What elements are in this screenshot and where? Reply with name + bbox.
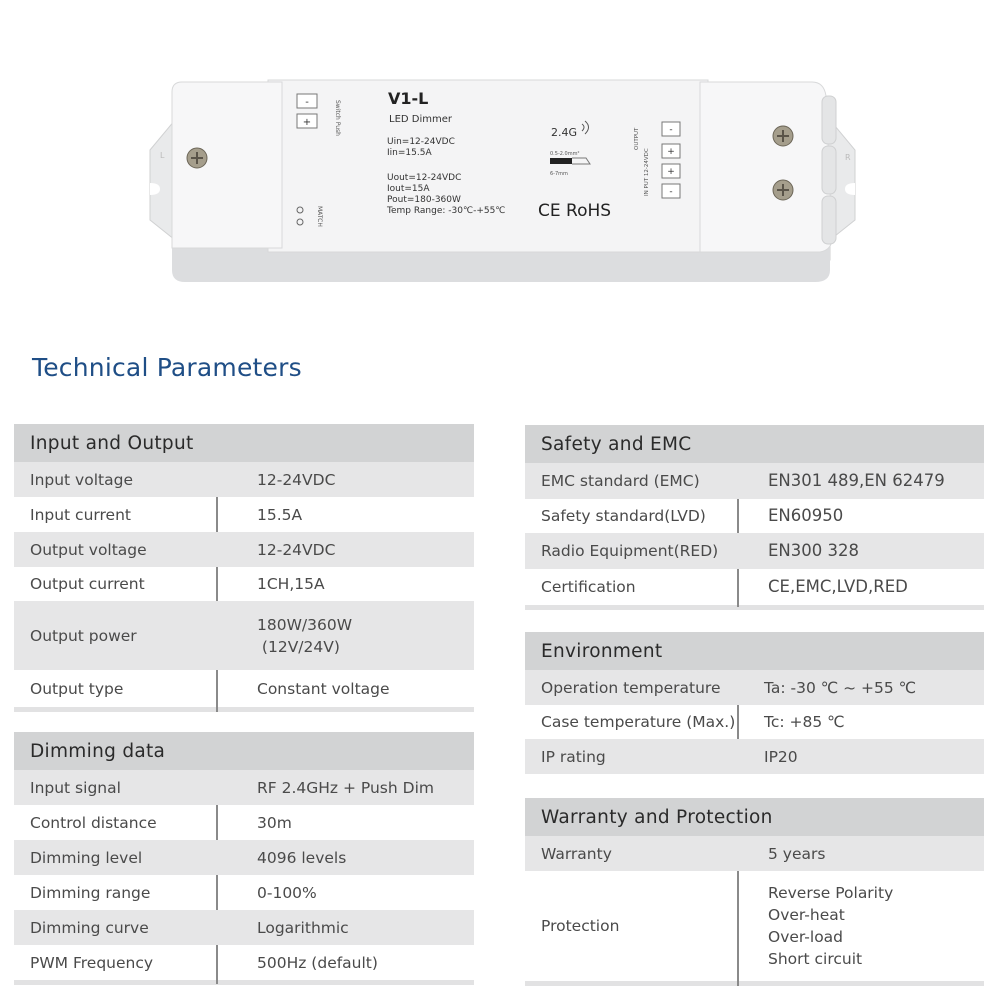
svg-text:R: R	[845, 153, 851, 162]
table-row	[525, 463, 984, 499]
svg-text:CE RoHS: CE RoHS	[538, 201, 612, 221]
param-value: 15.5A	[257, 505, 303, 524]
param-value: 30m	[257, 813, 292, 832]
section-header: Input and Output	[14, 424, 474, 462]
param-value: EN300 328	[768, 541, 859, 560]
svg-text:Uout=12-24VDC: Uout=12-24VDC	[387, 173, 462, 183]
param-label: Output voltage	[30, 540, 147, 559]
screw-icon	[187, 148, 207, 168]
param-label: EMC standard (EMC)	[541, 472, 700, 490]
table-row	[525, 705, 984, 739]
svg-text:MATCH: MATCH	[316, 206, 323, 227]
svg-text:+: +	[667, 147, 675, 157]
table-row	[525, 670, 984, 705]
table-row	[525, 533, 984, 569]
param-label: Output current	[30, 575, 145, 593]
table-row	[14, 805, 474, 840]
table-row	[14, 910, 474, 945]
param-label: Dimming curve	[30, 918, 149, 937]
param-label: Certification	[541, 578, 636, 596]
table-warranty-protection	[525, 798, 984, 986]
table-row	[14, 532, 474, 567]
svg-text:-: -	[669, 125, 673, 135]
table-row	[525, 836, 984, 871]
svg-text:LED Dimmer: LED Dimmer	[389, 114, 452, 125]
svg-text:0.5-2.0mm²: 0.5-2.0mm²	[550, 151, 580, 157]
svg-text:Pout=180-360W: Pout=180-360W	[387, 195, 461, 205]
param-label: Input current	[30, 505, 131, 524]
table-row	[525, 569, 984, 605]
param-value: CE,EMC,LVD,RED	[768, 577, 908, 596]
param-value: 0-100%	[257, 883, 317, 902]
table-row	[14, 497, 474, 532]
param-value: EN60950	[768, 506, 844, 525]
table-environment	[525, 632, 984, 774]
table-row	[14, 567, 474, 601]
svg-text:6-7mm: 6-7mm	[550, 171, 568, 177]
table-footer-bar	[14, 980, 474, 985]
screw-icon	[773, 180, 793, 200]
param-value: 180W/360W (12V/24V)	[257, 615, 353, 656]
param-label: Input voltage	[30, 470, 133, 489]
param-label: Output type	[30, 679, 124, 698]
param-value: 12-24VDC	[257, 470, 336, 489]
table-row	[14, 670, 474, 707]
param-value: Logarithmic	[257, 918, 349, 937]
param-label: Protection	[541, 917, 620, 935]
section-header: Safety and EMC	[525, 425, 984, 463]
param-value: 500Hz (default)	[257, 953, 378, 972]
table-input-output	[14, 424, 474, 712]
param-value: 12-24VDC	[257, 540, 336, 559]
svg-text:-: -	[669, 187, 673, 197]
param-label: Case temperature (Max.)	[541, 713, 736, 731]
svg-text:IN PUT 12-24VDC: IN PUT 12-24VDC	[644, 148, 650, 196]
param-value: Tc: +85 ℃	[764, 713, 845, 731]
svg-text:Uin=12-24VDC: Uin=12-24VDC	[387, 137, 455, 147]
table-row	[14, 601, 474, 670]
table-safety-emc	[525, 425, 984, 610]
section-header: Dimming data	[14, 732, 474, 770]
param-value: Ta: -30 ℃ ~ +55 ℃	[764, 678, 917, 697]
svg-text:V1-L: V1-L	[388, 89, 429, 108]
param-label: Safety standard(LVD)	[541, 507, 706, 525]
param-value: Constant voltage	[257, 679, 390, 698]
svg-text:Switch Push: Switch Push	[334, 100, 341, 136]
param-label: Dimming range	[30, 883, 151, 902]
param-value: IP20	[764, 747, 798, 766]
svg-text:+: +	[667, 167, 675, 177]
svg-text:OUTPUT: OUTPUT	[634, 127, 640, 150]
svg-text:Iin=15.5A: Iin=15.5A	[387, 148, 432, 158]
table-footer-bar	[525, 981, 984, 986]
svg-text:2.4G: 2.4G	[551, 126, 578, 139]
param-value: EN301 489,EN 62479	[768, 471, 945, 490]
param-label: Control distance	[30, 813, 157, 832]
param-label: PWM Frequency	[30, 953, 154, 972]
param-label: IP rating	[541, 747, 606, 766]
param-value: 5 years	[768, 844, 826, 863]
table-row	[525, 739, 984, 774]
param-value: 4096 levels	[257, 848, 347, 867]
svg-text:+: +	[302, 117, 312, 128]
table-footer-bar	[14, 707, 474, 712]
table-row	[14, 840, 474, 875]
svg-text:Iout=15A: Iout=15A	[387, 184, 430, 194]
svg-text:L: L	[160, 151, 165, 160]
param-value: Reverse Polarity Over-heat Over-load Short circuit	[768, 884, 894, 968]
param-label: Input signal	[30, 778, 121, 797]
param-label: Radio Equipment(RED)	[541, 542, 719, 560]
table-row	[14, 770, 474, 805]
section-header: Warranty and Protection	[525, 798, 984, 836]
table-row	[14, 462, 474, 497]
param-label: Output power	[30, 626, 137, 645]
param-label: Operation temperature	[541, 678, 721, 697]
table-row	[14, 945, 474, 980]
table-row	[525, 499, 984, 533]
product-image-led-dimmer	[140, 70, 860, 300]
page-title: Technical Parameters	[32, 353, 302, 382]
table-dimming-data	[14, 732, 474, 985]
section-header: Environment	[525, 632, 984, 670]
svg-text:-: -	[305, 97, 309, 108]
svg-text:Temp Range: -30℃-+55℃: Temp Range: -30℃-+55℃	[387, 206, 506, 216]
param-label: Warranty	[541, 844, 612, 863]
param-label: Dimming level	[30, 848, 143, 867]
param-value: RF 2.4GHz + Push Dim	[257, 778, 434, 797]
param-value: 1CH,15A	[257, 575, 325, 593]
table-footer-bar	[525, 605, 984, 610]
screw-icon	[773, 126, 793, 146]
table-row	[525, 871, 984, 981]
table-row	[14, 875, 474, 910]
